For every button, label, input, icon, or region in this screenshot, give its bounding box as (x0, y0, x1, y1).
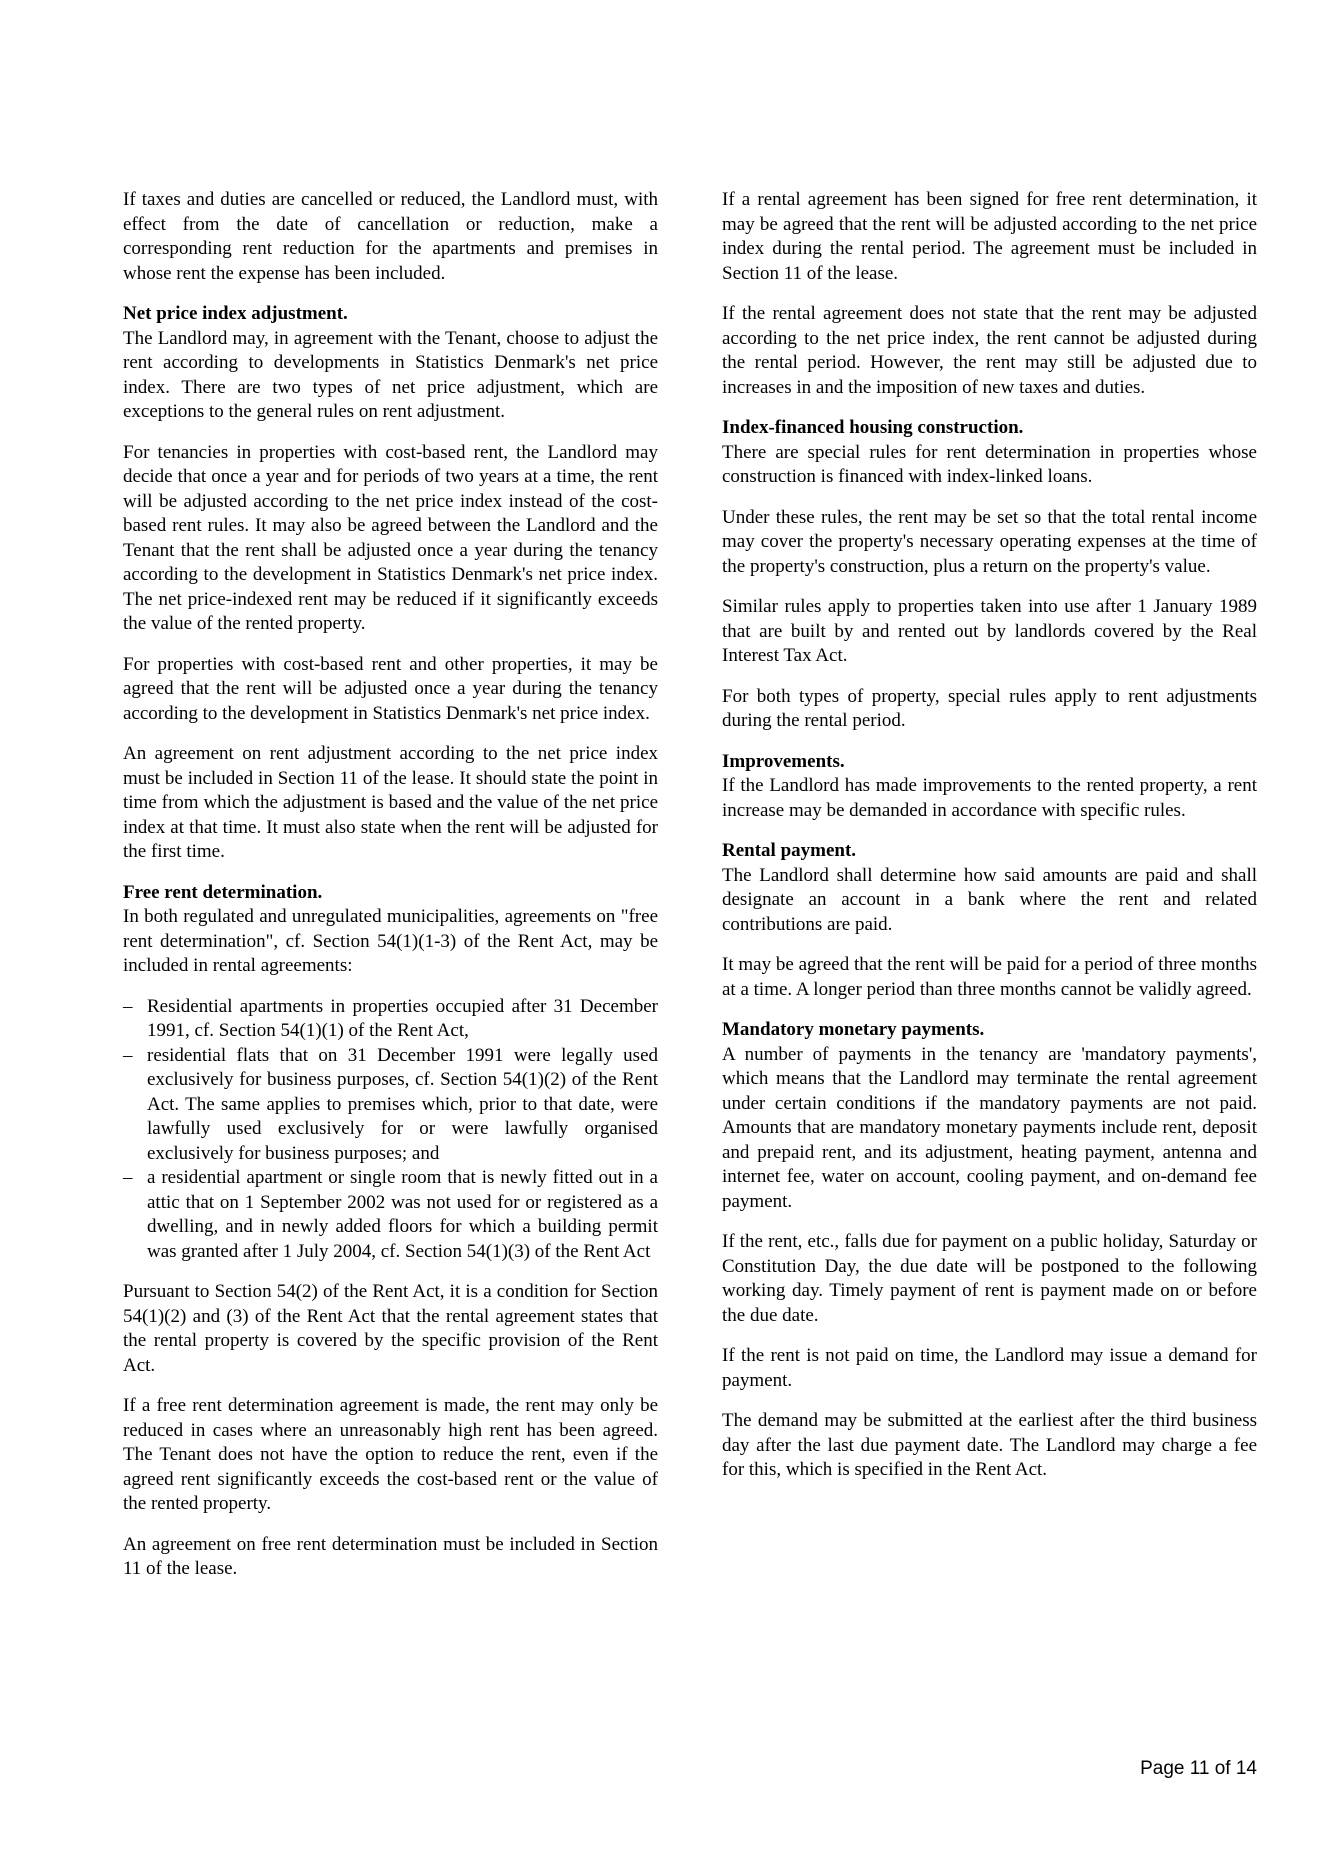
body-paragraph: If a rental agreement has been signed for free rent determination, it may be agreed that the rent will be adjusted according to the net price index during the rental period. The agreement must be included in Section 11 of the lease. (722, 189, 1257, 284)
right-column (722, 188, 1257, 1598)
list-item (123, 995, 658, 1044)
body-paragraph: The demand may be submitted at the earliest after the third business day after the last due payment date. The Landlord may charge a fee for this, which is specified in the Rent Act. (722, 1410, 1257, 1480)
body-paragraph: A number of payments in the tenancy are 'mandatory payments', which means that the Landlord may terminate the rental agreement under certain conditions if the mandatory payments are not paid. Amounts that are mandatory monetary payments include rent, deposit and prepaid rent, and its adjustment, heating payment, antenna and internet fee, water on account, cooling payment, and on-demand fee payment. (722, 1043, 1257, 1212)
body-paragraph: If the Landlord has made improvements to the rented property, a rent increase may be demanded in accordance with specific rules. (722, 775, 1257, 821)
list-item-text: residential flats that on 31 December 1991 were legally used exclusively for business purposes, cf. Section 54(1)(2) of the Rent Act. The same applies to premises which, prior to that date, were lawfully used exclusively for or were lawfully organised exclusively for business purposes; and (147, 1044, 658, 1164)
section-heading: Improvements. (722, 750, 845, 772)
page-number: Page 11 of 14 (1140, 1758, 1257, 1779)
list-item (123, 1166, 658, 1264)
body-paragraph: Under these rules, the rent may be set so that the total rental income may cover the property's necessary operating expenses at the time of the property's construction, plus a return on the property's value. (722, 506, 1257, 577)
body-paragraph: For both types of property, special rules apply to rent adjustments during the rental period. (722, 685, 1257, 731)
left-column (123, 188, 658, 1598)
body-paragraph: If taxes and duties are cancelled or reduced, the Landlord must, with effect from the date of cancellation or reduction, make a corresponding rent reduction for the apartments and premises in whose rent the expense has been included. (123, 189, 658, 284)
body-paragraph: The Landlord shall determine how said amounts are paid and shall designate an account in a bank where the rent and related contributions are paid. (722, 864, 1257, 935)
body-paragraph: If the rent, etc., falls due for payment on a public holiday, Saturday or Constitution Day, the due date will be postponed to the following working day. Timely payment of rent is payment made on or before the due date. (722, 1231, 1257, 1326)
body-paragraph: For tenancies in properties with cost-based rent, the Landlord may decide that once a year and for periods of two years at a time, the rent will be adjusted according to the net price index instead of the cost-based rent rules. It may also be agreed between the Landlord and the Tenant that the rent shall be adjusted once a year during the tenancy according to the development in Statistics Denmark's net price index. The net price-indexed rent may be reduced if it significantly exceeds the value of the rented property. (123, 441, 658, 634)
list-item-dash: – (123, 1044, 133, 1066)
body-paragraph: It may be agreed that the rent will be paid for a period of three months at a time. A longer period than three months cannot be validly agreed. (722, 954, 1257, 1000)
body-paragraph: If the rent is not paid on time, the Landlord may issue a demand for payment. (722, 1345, 1257, 1391)
body-paragraph: For properties with cost-based rent and other properties, it may be agreed that the rent will be adjusted once a year during the tenancy according to the development in Statistics Denmark's net price index. (123, 653, 658, 724)
section-heading: Free rent determination. (123, 881, 323, 903)
section-heading: Mandatory monetary payments. (722, 1019, 985, 1040)
list-item-dash: – (123, 1167, 133, 1188)
body-paragraph: If a free rent determination agreement is made, the rent may only be reduced in cases where an unreasonably high rent has been agreed. The Tenant does not have the option to reduce the rent, even if the agreed rent significantly exceeds the cost-based rent or the value of the rented property. (123, 1395, 658, 1514)
section-heading: Net price index adjustment. (123, 303, 348, 324)
body-paragraph: There are special rules for rent determination in properties whose construction is financed with index-linked loans. (722, 441, 1257, 487)
section-heading: Index-financed housing construction. (722, 417, 1024, 438)
bullet-list (123, 995, 658, 1265)
body-paragraph: Similar rules apply to properties taken into use after 1 January 1989 that are built by and rented out by landlords covered by the Real Interest Tax Act. (722, 596, 1257, 666)
list-item-text: Residential apartments in properties occupied after 31 December 1991, cf. Section 54(1)(1) of the Rent Act, (147, 995, 658, 1041)
two-column-text-area (123, 188, 1257, 1598)
body-paragraph: An agreement on free rent determination must be included in Section 11 of the lease. (123, 1533, 658, 1579)
body-paragraph: If the rental agreement does not state that the rent may be adjusted according to the net price index, the rent cannot be adjusted during the rental period. However, the rent may still be adjusted due to increases in and the imposition of new taxes and duties. (722, 303, 1257, 398)
list-item (123, 1044, 658, 1167)
body-paragraph: Pursuant to Section 54(2) of the Rent Act, it is a condition for Section 54(1)(2) and (3) of the Rent Act that the rental agreement states that the rental property is covered by the specific provision of the Rent Act. (123, 1281, 658, 1376)
body-paragraph: In both regulated and unregulated municipalities, agreements on "free rent determination", cf. Section 54(1)(1-3) of the Rent Act, may be included in rental agreements: (123, 906, 658, 976)
body-paragraph: The Landlord may, in agreement with the Tenant, choose to adjust the rent according to developments in Statistics Denmark's net price index. There are two types of net price adjustment, which are exceptions to the general rules on rent adjustment. (123, 327, 658, 422)
body-paragraph: An agreement on rent adjustment according to the net price index must be included in Section 11 of the lease. It should state the point in time from which the adjustment is based and the value of the net price index at that time. It must also state when the rent will be adjusted for the first time. (123, 743, 658, 862)
list-item-text: a residential apartment or single room that is newly fitted out in a attic that on 1 September 2002 was not used for or registered as a dwelling, and in newly added floors for which a building permit was granted after 1 July 2004, cf. Section 54(1)(3) of the Rent Act (147, 1167, 658, 1262)
section-heading: Rental payment. (722, 840, 857, 861)
list-item-dash: – (123, 995, 133, 1017)
